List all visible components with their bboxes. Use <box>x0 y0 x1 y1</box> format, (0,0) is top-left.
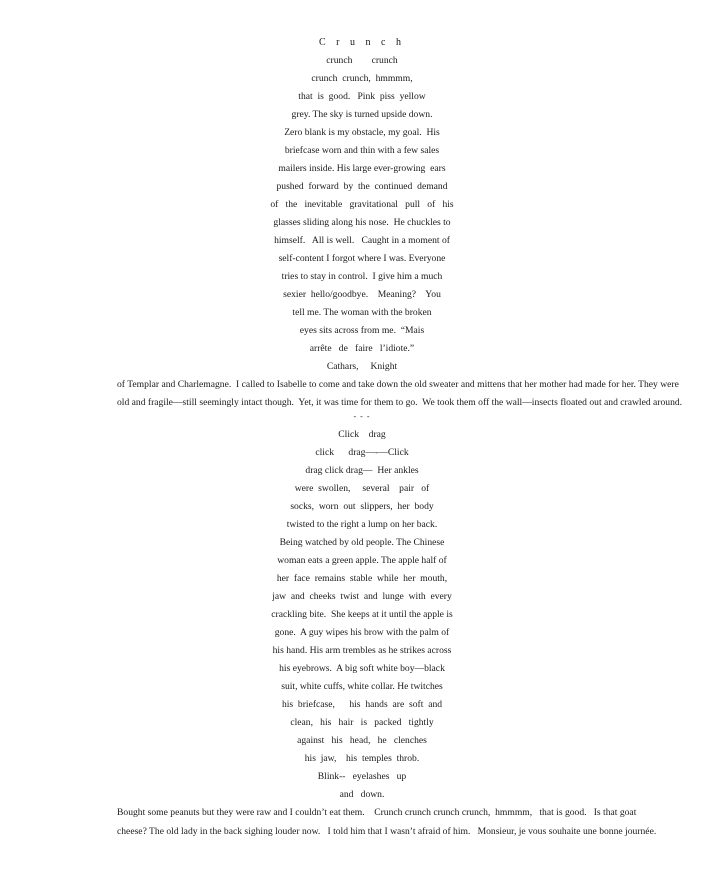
prose-line: of Templar and Charlemagne. I called to Isabelle to come and take down the old sweater and mittens that her mother had made for her. They were <box>117 379 679 390</box>
poem-line: Being watched by old people. The Chinese <box>279 537 445 548</box>
poem-line: Blink-- eyelashes up <box>317 771 407 782</box>
poem-line: mailers inside. His large ever-growing ears <box>278 163 446 174</box>
poem-line: Zero blank is my obstacle, my goal. His <box>284 127 440 138</box>
poem-line: crackling bite. She keeps at it until the apple is <box>271 609 453 620</box>
poem-line: arrête de faire l’idiote.” <box>309 343 415 354</box>
poem-line: tries to stay in control. I give him a much <box>281 271 443 282</box>
poem-line: against his head, he clenches <box>297 735 427 746</box>
poem-line: clean, his hair is packed tightly <box>290 717 434 728</box>
poem-line: socks, worn out slippers, her body <box>290 501 434 512</box>
poem-line: Cathars, Knight <box>326 361 398 372</box>
poem-line: crunch crunch, hmmmm, <box>311 73 413 84</box>
poem-line: suit, white cuffs, white collar. He twitches <box>281 681 443 692</box>
poem-line: woman eats a green apple. The apple half of <box>277 555 447 566</box>
poem-line: crunch crunch <box>326 55 398 66</box>
poem-line: gone. A guy wipes his brow with the palm of <box>274 627 450 638</box>
poem-line: sexier hello/goodbye. Meaning? You <box>283 289 441 300</box>
prose-line: cheese? The old lady in the back sighing louder now. I told him that I wasn’t afraid of him. Monsieur, je vous souhaite une bonne journée. <box>117 826 657 837</box>
poem-line: jaw and cheeks twist and lunge with every <box>272 591 452 602</box>
poem-line: and down. <box>339 789 385 800</box>
poem-line: glasses sliding along his nose. He chuckles to <box>273 217 451 228</box>
poem-line: pushed forward by the continued demand <box>276 181 448 192</box>
poem-line: himself. All is well. Caught in a moment of <box>274 235 450 246</box>
prose-line: Bought some peanuts but they were raw and I couldn’t eat them. Crunch crunch crunch crunch, hmmmm, that is good. Is that goat <box>117 807 637 818</box>
poem-line: briefcase worn and thin with a few sales <box>284 145 440 156</box>
poem-line: tell me. The woman with the broken <box>292 307 432 318</box>
poem-title: C r u n c h <box>319 37 405 48</box>
poem-line: drag click drag— Her ankles <box>305 465 419 476</box>
poem-line: twisted to the right a lump on her back. <box>286 519 438 530</box>
poem-line: self-content I forgot where I was. Everyone <box>278 253 446 264</box>
section-separator: - - - <box>353 412 371 421</box>
poem-line: his jaw, his temples throb. <box>304 753 420 764</box>
prose-line: old and fragile—still seemingly intact though. Yet, it was time for them to go. We took them off the wall—insects floated out and crawled around. <box>117 397 683 408</box>
poem-line: his briefcase, his hands are soft and <box>281 699 443 710</box>
poem-line: Click drag <box>338 429 386 440</box>
poem-line: that is good. Pink piss yellow <box>298 91 426 102</box>
poem-line: her face remains stable while her mouth, <box>276 573 448 584</box>
poem-line: click drag—-—Click <box>315 447 409 458</box>
poem-line: of the inevitable gravitational pull of his <box>270 199 454 210</box>
poem-line: his eyebrows. A big soft white boy—black <box>279 663 445 674</box>
poem-line: were swollen, several pair of <box>294 483 430 494</box>
poem-line: eyes sits across from me. “Mais <box>299 325 425 336</box>
poem-line: his hand. His arm trembles as he strikes across <box>272 645 452 656</box>
poem-line: grey. The sky is turned upside down. <box>291 109 433 120</box>
